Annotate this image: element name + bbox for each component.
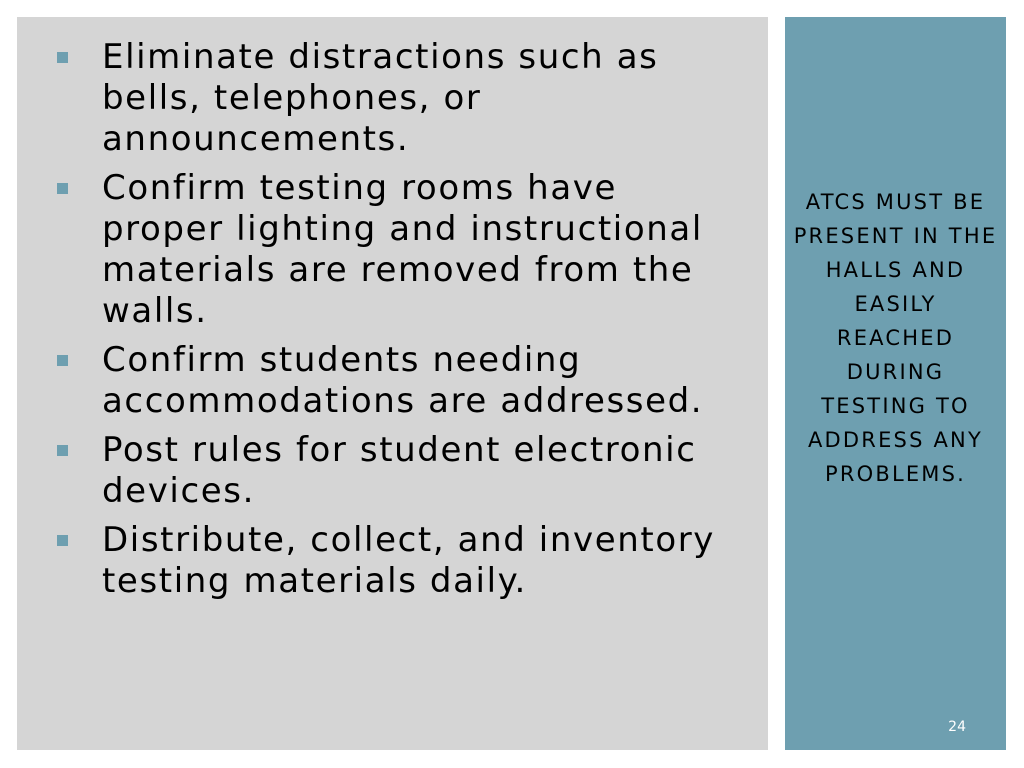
bullet-item [57, 168, 737, 332]
bullet-item [57, 37, 737, 160]
bullet-text: Confirm testing rooms have proper lighting and instructional materials are removed from the walls. [102, 168, 703, 331]
bullet-list [57, 37, 737, 610]
side-panel [785, 17, 1006, 750]
bullet-text: Confirm students needing accommodations are addressed. [102, 340, 704, 421]
square-bullet-icon [57, 445, 68, 456]
bullet-text: Distribute, collect, and inventory testing materials daily. [102, 520, 716, 601]
bullet-text: Eliminate distractions such as bells, telephones, or announcements. [102, 37, 659, 159]
square-bullet-icon [57, 183, 68, 194]
square-bullet-icon [57, 535, 68, 546]
square-bullet-icon [57, 52, 68, 63]
bullet-item [57, 520, 737, 602]
callout-text: ATCS MUST BE PRESENT IN THE HALLS AND EASILY REACHED DURING TESTING TO ADDRESS ANY PROBLEMS. [793, 190, 998, 486]
bullet-item [57, 340, 737, 422]
page-number: 24 [948, 719, 966, 735]
bullet-item [57, 430, 737, 512]
bullet-text: Post rules for student electronic devices. [102, 430, 697, 511]
content-panel [17, 17, 768, 750]
square-bullet-icon [57, 355, 68, 366]
